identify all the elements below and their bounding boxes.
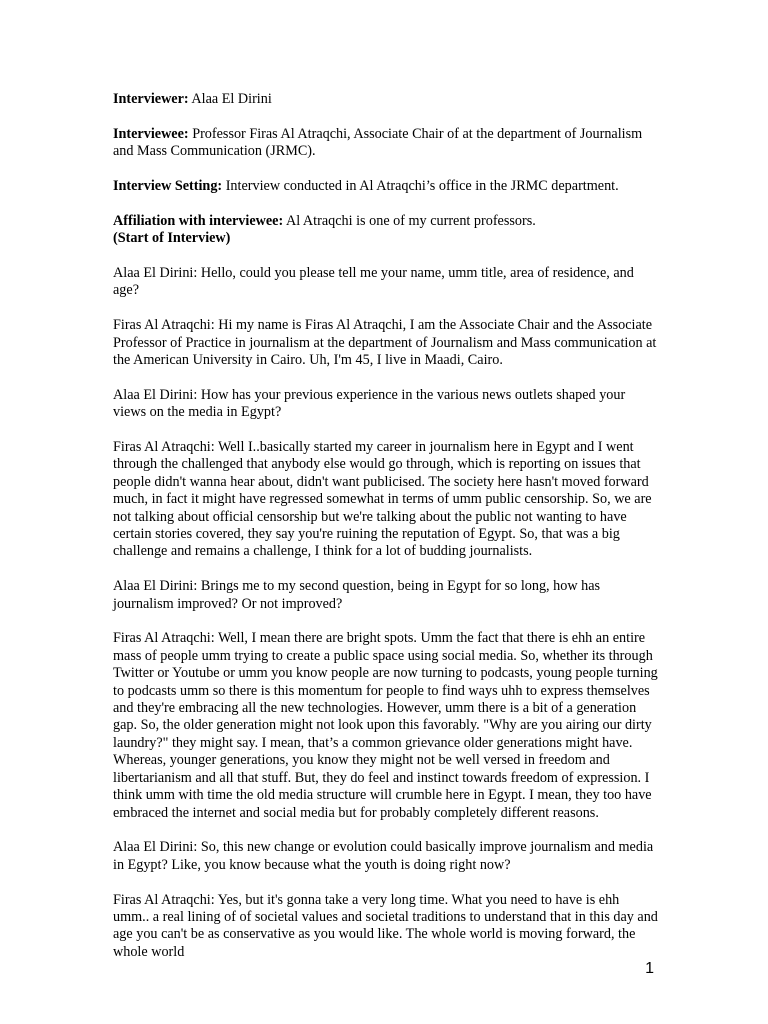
- setting-label: Interview Setting:: [113, 178, 223, 194]
- affiliation-label: Affiliation with interviewee:: [113, 212, 284, 229]
- interviewer-value: Alaa El Dirini: [191, 91, 272, 107]
- transcript-question-3: Alaa El Dirini: Brings me to my second question, being in Egypt for so long, how has journalism improved? Or not improved?: [113, 578, 601, 612]
- transcript-question-4: Alaa El Dirini: So, this new change or evolution could basically improve journalism and media in Egypt? Like, you know because what the youth is doing right now?: [113, 839, 654, 873]
- transcript-question-1: Alaa El Dirini: Hello, could you please tell me your name, umm title, area of residence, and age?: [113, 265, 634, 299]
- document-page: [113, 91, 658, 961]
- affiliation-value: Al Atraqchi is one of my current professors.: [285, 212, 536, 229]
- interviewee-label: Interviewee:: [113, 125, 189, 142]
- start-of-interview-marker: [113, 230, 658, 247]
- setting-line: [113, 178, 658, 195]
- transcript-question-2: Alaa El Dirini: How has your previous experience in the various news outlets shaped your views on the media in Egypt?: [113, 386, 626, 421]
- interviewee-value: Professor Firas Al Atraqchi, Associate Chair of at the department of Journalism and Mass Communication (JRMC).: [113, 125, 643, 160]
- transcript-answer-1: Firas Al Atraqchi: Hi my name is Firas Al Atraqchi, I am the Associate Chair and the Associate Professor of Practice in journalism at the department of Journalism and Mass communication at the American University in Cairo. Uh, I'm 45, I live in Maadi, Cairo.: [113, 317, 657, 369]
- affiliation-line: [113, 213, 658, 230]
- interviewer-line: [113, 91, 658, 108]
- transcript-answer-3: Firas Al Atraqchi: Well, I mean there are bright spots. Umm the fact that there is ehh an entire mass of people umm trying to create a public space using social media. So, whether its through Twitter or Youtube or umm you know people are now turning to podcasts, young people turning to podcasts umm so there is this momentum for people to find ways uhh to express themselves and they're embracing all the new technologies. However, umm there is a bit of a generation gap. So, the older generation might not look upon this favorably. "Why are you airing our dirty laundry?" they might say. I mean, that’s a common grievance older generations might have. Whereas, younger generations, you know they might not be well versed in freedom and libertarianism and all that stuff. But, they do feel and instinct towards freedom of expression. I think umm with time the old media structure will crumble here in Egypt. I mean, they too have embraced the internet and social media but for probably completely different reasons.: [113, 630, 658, 821]
- interviewer-label: Interviewer:: [113, 91, 189, 107]
- start-marker-text: (Start of Interview): [113, 230, 231, 247]
- transcript-answer-4: Firas Al Atraqchi: Yes, but it's gonna take a very long time. What you need to have is ehh umm.. a real lining of of societal values and societal traditions to understand that in this day and age you can't be as conservative as you would like. The whole world is moving forward, the whole world: [113, 891, 658, 960]
- interviewee-line: [113, 126, 658, 161]
- page-number: 1: [645, 960, 654, 977]
- transcript-answer-2: Firas Al Atraqchi: Well I..basically started my career in journalism here in Egypt and I went through the challenged that anybody else would go through, which is reporting on issues that people didn't wanna hear about, didn't want publicised. The society here hasn't moved forward much, in fact it might have regressed somewhat in terms of umm public censorship. So, we are not talking about official censorship but we're talking about the public not wanting to have certain stories covered, they say you're ruining the reputation of Egypt. So, that was a big challenge and remains a challenge, I think for a lot of budding journalists.: [113, 439, 652, 560]
- setting-value: Interview conducted in Al Atraqchi’s office in the JRMC department.: [225, 178, 619, 194]
